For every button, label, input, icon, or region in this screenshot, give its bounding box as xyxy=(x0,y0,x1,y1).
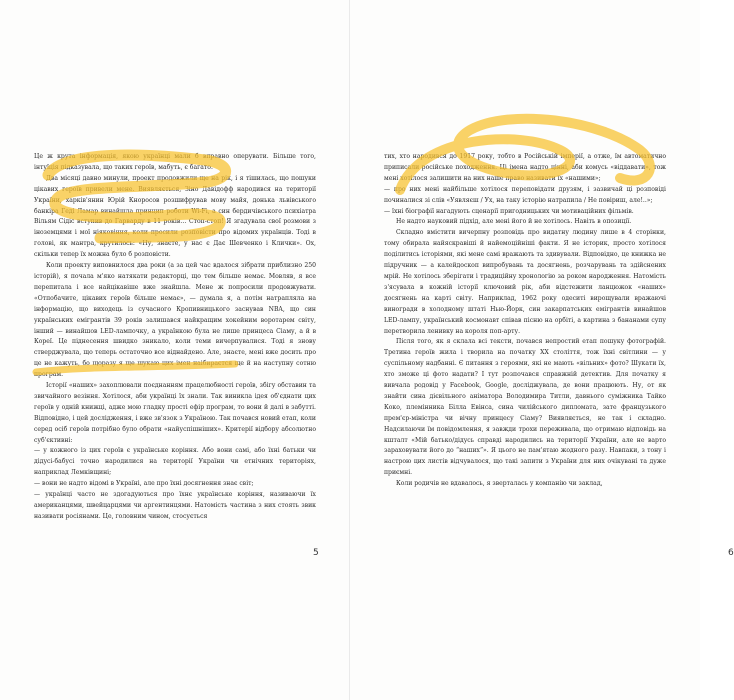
list-item: — українці часто не здогадуються про їхнє українське коріння, називаючи їх американцями, швейцарцями чи аргентинцями. Натомість частина з них стоять звик називати росіянами. Це, головним чином, стосується xyxy=(34,491,316,520)
paragraph: Не надто науковий підхід, але мені його й не хотілось. Навіть в опозиції. xyxy=(396,218,632,226)
page-number-right: 6 xyxy=(728,548,734,558)
paragraph: Коли родичів не вдавалось, я зверталась у компанію чи заклад, xyxy=(396,480,603,488)
paragraph: Коли проекту виповнилося два роки (а за цей час вдалося зібрати приблизно 250 історій), я почала м'яко натякати редакторці, що тем більше немає. Мовляв, я все перепитала і все найцікавіше вже знайшла. Мене ж попросили продовжувати. «Отпобачите, цікавих героїв більше немає», — думала я, а потім натрапляла на інформацію, що виходець із сучасного Кропивницького заснував NBA, що син українських емігрантів 39 років залишався найкращим хокейним воротарем світу, інший — винайшов LED-лампочку, а українкою була не лише принцеса Сіаму, а й в Кореї. Це піднесення швидко зникало, коли теми вичерпувалися. Тоді я знову стверджувала, що теперь остаточно все віднайдено. Але, знаєте, мені вже досить про це не кажуть, бо щоразу я ще шукаю цих імен наібираєтся ще й на наступну сотню програм. xyxy=(34,262,316,379)
page-number-left: 5 xyxy=(313,548,319,558)
paragraph: Історії «наших» захоплювали поєднанням працелюбності героїв, збігу обставин та звичайного везіння. Хотілося, аби українці їх знали. Так виникла ідея об'єднати цих героїв у одній книжці, адже мою гладку прості ефір програм, то вони й далі в забутті. Відповідно, і цей дослідження, і вже зв'язок з Україною. Так почався новий етап, коли серед осіб героїв потрібно було обрати «найуспішніших». Критерії відбору абсолютно суб'єктивні: xyxy=(34,382,316,444)
paragraph: Після того, як я склала всі тексти, почався непростий етап пошуку фотографій. Третина героїв жила і творила на початку XX століття, тож їхні світлини — у суспільному надбанні. Є питання з героями, які не мають «вільних» фото? Шукати їх, хто зможе ці фото надати? І тут розпочався справжній детектив. Для початку я вивчала родовід у Facebook, Google, досліджувала, де вони працюють. Ну, от як знайти сина дієвільного аніматора Володимира Титли, давнього суміжника Тайко Коко, племінника Білла Евінса, сина чилійського дипломата, зате французького прем'єр-міністра чи вічну принцесу Сіаму? Виявляється, не так і складно. Надсилаючи їм повідомлення, я завжди трохи переживала, що отримаю відповідь на кшталт «Мій батько/дідусь справді народились на території України, але не варто зараховувати його до “наших”». Я цього не пам'ятаю жодного разу. Навпаки, з тону і настрою цих листів відчувалося, що такі запити з України для них очікувані та дуже приємні. xyxy=(384,338,666,477)
list-item: — їхні біографії нагадують сценарії пригодницьких чи мотиваційних фільмів. xyxy=(384,207,634,215)
left-text-column xyxy=(34,152,316,523)
list-item: — про них мені найбільше хотілося переповідати друзям, і зазвичай ці розповіді починалися зі слів «Уявляєш / Ух, на таку історію натрапила / Не повіриш, але!..»; xyxy=(384,185,666,204)
right-text-column xyxy=(384,152,666,490)
left-page xyxy=(0,0,350,700)
paragraph: тих, хто народився до 1917 року, тобто в Російській імперії, а отже, їм автоматично приписали російське походження. Ці імена надто цінні, аби комусь «віддавати», тож мені хотілося залишити на них наше право називати їх «нашими»; xyxy=(384,153,666,182)
paragraph: Два місяці давно минули, проект продовжили ще на рік, і я тішилась, що пошуки цікавих героїв привели мене. Виявляється, Зіно Давідофф народився на території України, харків'янин Юрій Кноросов розшифрував мову майя, донька львівського банкіра Геді Ламар винайшла принцип роботи Wi-Fi, а син бердичівського психіатра Вільям Сідіс вступив до Гарварду в 11 років… Стоп-стоп! Я згадувала свої розмови з іноземцями і мої ніяковіння, коли просили розповісти про відомих українців. Тоді в голові, як мантра, крутилось: «Ну, знаєте, у нас є Дає Шевченко і Клички». Ох, скільки тепер їх можна було б розповісти. xyxy=(34,174,316,259)
list-item: — вони не надто відомі в Україні, але про їхні досягнення знає світ; xyxy=(34,480,254,488)
paragraph: Складно вмістити вичерпну розповідь про видатну людину лише в 4 сторінки, тому обирала найяскравіші й найемоційніші факти. Я не історик, просто хотілося поділитись історіями, які мене самі вражають та здивували. Відповідно, це книжка не підручник — а калейдоскоп випробувань та досягнень, розчарувань та здійснених мрій. Не хотілось зберігати і традиційну хронологію за роком народження. Натомість з'ясувала в кожній історії ключовий рік, аби відстежити ланцюжок «наших» досягнень на карті світу. Наприклад, 1962 року одеситі вирощували вражаючі виногради в холодному штаті Нью-Йорк, син закарпатських емігрантів винайшов LED-лампу, український космонавт співав пісню на орбіті, а картина з бананами супу перетворила ленивку на короля поп-арту. xyxy=(384,229,666,335)
list-item: — у кожного із цих героїв є українське коріння. Або вони самі, або їхні батьки чи дідусі-бабусі точно народилися на території України чи етнічних територіях, наприклад Лемківщині; xyxy=(34,447,316,477)
paragraph: Це ж крута інформація, якою українці мали б вправно оперувати. Більше того, інтуїція підказувала, що таких героїв, мабуть, є багато. xyxy=(34,153,316,171)
right-page xyxy=(350,0,734,700)
